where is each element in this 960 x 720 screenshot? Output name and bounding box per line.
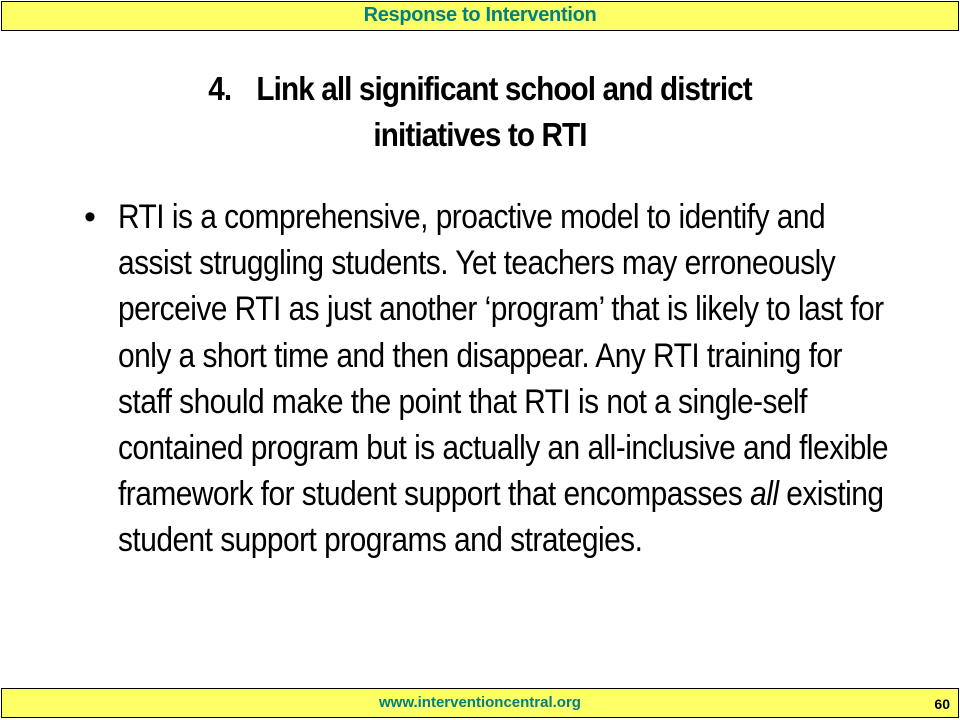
footer-url[interactable]: www.interventioncentral.org bbox=[379, 694, 581, 711]
bullet-icon: • bbox=[84, 198, 96, 236]
slide-title-line-2: initiatives to RTI bbox=[373, 116, 587, 153]
header-banner bbox=[1, 1, 959, 31]
bullet-text-emphasis: all bbox=[750, 475, 779, 514]
bullet-text bbox=[118, 194, 892, 564]
slide-title bbox=[102, 66, 858, 158]
slide-title-line-1: Link all significant school and district bbox=[256, 70, 752, 107]
page-number: 60 bbox=[934, 696, 950, 712]
slide-title-number: 4. bbox=[208, 70, 232, 107]
bullet-item bbox=[80, 194, 889, 564]
bullet-text-part-2: existing student support programs and strategies. bbox=[118, 475, 884, 560]
footer-banner bbox=[1, 688, 959, 718]
bullet-text-part-1: RTI is a comprehensive, proactive model to identify and assist struggling students. Yet teachers may erroneously perceive RTI as just another ‘program’ that is likely to last for only a short time and then disappear. Any RTI training for staff should make the point that RTI is not a single-self contained program but is actually an all-inclusive and flexible framework for student support that encompasses bbox=[118, 198, 889, 514]
header-title: Response to Intervention bbox=[363, 4, 597, 26]
bullet-list bbox=[80, 194, 889, 564]
